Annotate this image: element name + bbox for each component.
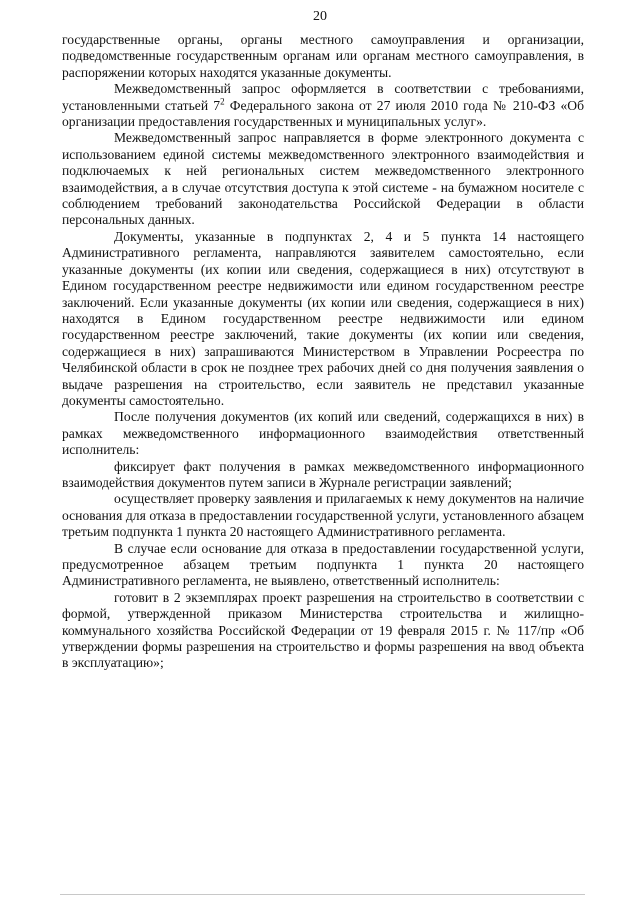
document-body xyxy=(62,32,584,672)
paragraph-1: государственные органы, органы местного самоуправления и организации, подведомственные государственным органам или органам местного самоуправления, в распоряжении которых находятся указанные документы. xyxy=(62,32,584,80)
paragraph-6: фиксирует факт получения в рамках межведомственного информационного взаимодействия документов путем записи в Журнале регистрации заявлений; xyxy=(62,458,584,490)
page-number: 20 xyxy=(313,9,327,24)
paragraph-3: Межведомственный запрос направляется в форме электронного документа с использованием единой системы межведомственного электронного взаимодействия и подключаемых к ней региональных систем межведомственного электронного взаимодействия, а в случае отсутствия доступа к этой системе - на бумажном носителе с соблюдением требований законодательства Российской Федерации в области персональных данных. xyxy=(62,130,584,228)
scan-bottom-edge xyxy=(60,894,585,895)
paragraph-4: Документы, указанные в подпунктах 2, 4 и 5 пункта 14 настоящего Административного регламента, направляются заявителем самостоятельно, если указанные документы (их копии или сведения, содержащиеся в них) отсутствуют в Едином государственном реестре недвижимости или едином государственном реестре заключений. Если указанные документы (их копии или сведения, содержащиеся в них) находятся в Едином государственном реестре недвижимости или едином государственном реестре заключений, такие документы (их копии или сведения, содержащиеся в них) запрашиваются Министерством в Управлении Росреестра по Челябинской области в срок не позднее трех рабочих дней со дня получения заявления о выдаче разрешения на строительство, если заявитель не представил указанные документы самостоятельно. xyxy=(62,228,584,408)
paragraph-9: готовит в 2 экземплярах проект разрешения на строительство в соответствии с формой, утвержденной приказом Министерства строительства и жилищно-коммунального хозяйства Российской Федерации от 19 февраля 2015 г. № 117/пр «Об утверждении формы разрешения на строительство и формы разрешения на ввод объекта в эксплуатацию»; xyxy=(62,589,584,671)
paragraph-7: осуществляет проверку заявления и прилагаемых к нему документов на наличие основания для отказа в предоставлении государственной услуги, установленного абзацем третьим подпункта 1 пункта 20 настоящего Административного регламента. xyxy=(62,491,584,540)
paragraph-5: После получения документов (их копий или сведений, содержащихся в них) в рамках межведомственного информационного взаимодействия ответственный исполнитель: xyxy=(62,409,584,458)
paragraph-2-text-end: Федерального закона от 27 июля 2010 года № 210-ФЗ «Об организации предоставления государственных и муниципальных услуг». xyxy=(62,97,584,130)
paragraph-2-text-start: Межведомственный запрос оформляется в соответствии с требованиями, установленными статьей 7 xyxy=(62,81,584,113)
paragraph-8: В случае если основание для отказа в предоставлении государственной услуги, предусмотренное абзацем третьим подпункта 1 пункта 20 настоящего Административного регламента, не выявлено, ответственный исполнитель: xyxy=(62,540,584,589)
article-superscript: 2 xyxy=(220,96,225,107)
paragraph-2 xyxy=(62,81,584,130)
